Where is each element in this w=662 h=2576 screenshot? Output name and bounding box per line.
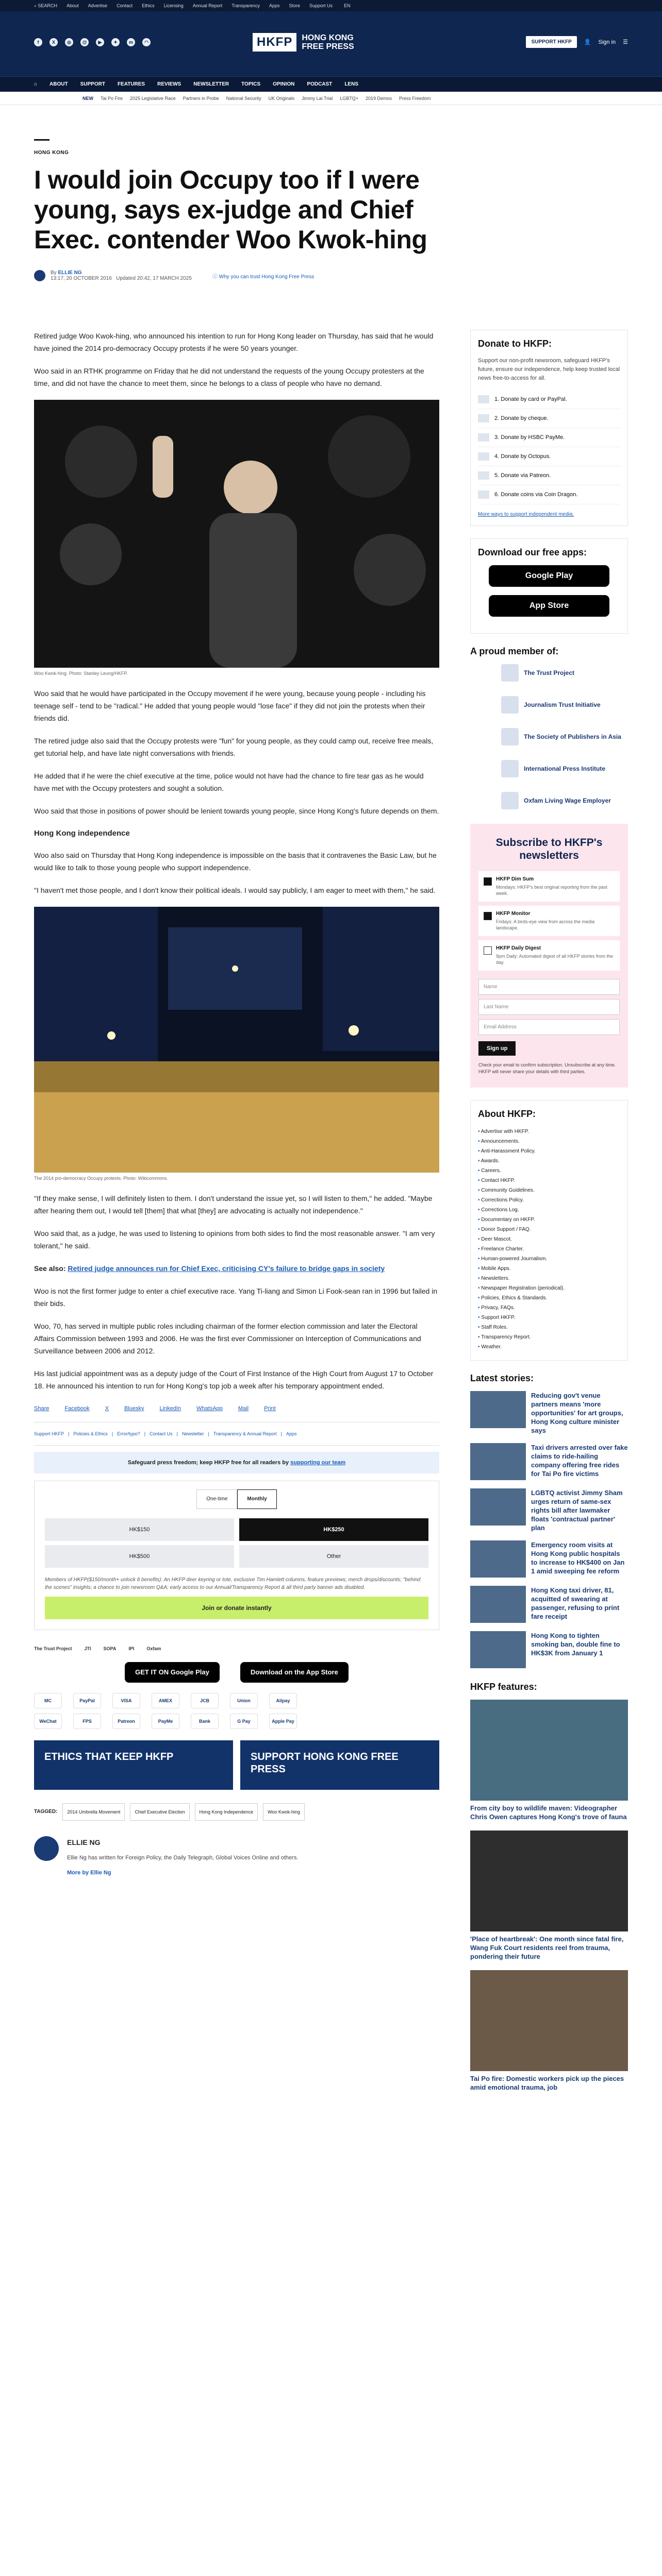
- nav-about[interactable]: ABOUT: [49, 81, 68, 87]
- fps-icon: FPS: [73, 1714, 101, 1729]
- apps-title: Download our free apps:: [478, 547, 587, 557]
- about-link[interactable]: • Announcements.: [478, 1137, 620, 1146]
- donate-option[interactable]: 1. Donate by card or PayPal.: [478, 390, 620, 409]
- logo-mark: HKFP: [253, 33, 296, 52]
- support-banner[interactable]: SUPPORT HONG KONG FREE PRESS: [240, 1740, 439, 1790]
- tags: [34, 1803, 439, 1821]
- policy-link[interactable]: Policies & Ethics: [73, 1431, 108, 1436]
- share-label: Share: [34, 1405, 49, 1412]
- story-title[interactable]: Reducing gov't venue partners means 'more opportunities' for art groups, Hong Kong culture minister says: [531, 1392, 623, 1434]
- tags-label: TAGGED:: [34, 1809, 58, 1815]
- jcb-icon: JCB: [191, 1693, 219, 1708]
- publish-date: 13:17, 20 OCTOBER 2016: [51, 276, 112, 281]
- share-linkedin[interactable]: LinkedIn: [159, 1405, 181, 1412]
- utility-bar: [0, 0, 662, 11]
- masthead-actions: [526, 36, 628, 48]
- amount-options: [45, 1518, 428, 1568]
- about-link[interactable]: • Donor Support / FAQ.: [478, 1225, 620, 1234]
- trust-project-icon: [501, 664, 519, 682]
- search-label: SEARCH: [38, 3, 58, 8]
- about-link[interactable]: • Policies, Ethics & Standards.: [478, 1293, 620, 1303]
- photo-caption: The 2014 pro-democracy Occupy protests. Photo: Wikicommons.: [34, 1176, 169, 1181]
- promo-banners: [34, 1740, 439, 1790]
- photo-occupy-protests[interactable]: [34, 907, 439, 1173]
- donate-option[interactable]: 2. Donate by cheque.: [478, 409, 620, 428]
- about-link[interactable]: • Corrections Log.: [478, 1205, 620, 1215]
- trending-item[interactable]: National Security: [226, 95, 261, 101]
- logo-oxfam[interactable]: Oxfam: [146, 1646, 161, 1651]
- updated-date: Updated 20:42, 17 MARCH 2025: [116, 276, 192, 281]
- amex-icon: AMEX: [152, 1693, 179, 1708]
- story-title[interactable]: Hong Kong taxi driver, 81, acquitted of swearing at passenger, refusing to print fare receipt: [531, 1586, 620, 1620]
- join-donate-button[interactable]: Join or donate instantly: [45, 1597, 428, 1619]
- trending-item[interactable]: 2025 Legislative Race: [130, 95, 176, 101]
- trending-item[interactable]: Press Freedom: [399, 95, 431, 101]
- freq-monthly[interactable]: Monthly: [237, 1489, 276, 1509]
- policy-links: Support HKFP | Policies & Ethics | Error/typo? | Contact Us | Newsletter | Transparency & Annual Report | Apps: [34, 1422, 439, 1446]
- about-link[interactable]: • Privacy, FAQs.: [478, 1303, 620, 1313]
- app-store-button[interactable]: Download on the App Store: [240, 1662, 349, 1683]
- about-box: [470, 1100, 628, 1361]
- amount-option-selected[interactable]: HK$250: [239, 1518, 428, 1541]
- story-thumbnail[interactable]: [470, 1443, 526, 1480]
- donate-title: Donate to HKFP:: [478, 338, 552, 349]
- patreon-icon: [478, 471, 489, 480]
- paragraph: Woo said that he would have participated in the Occupy movement if he were young, because young people - including his teenage self - tend to be "radical." He added that young people would "lose face" if they did not join the protests when their friends did.: [34, 689, 426, 722]
- story-item[interactable]: [470, 1631, 628, 1668]
- signup-button[interactable]: Sign up: [478, 1041, 516, 1056]
- x-icon[interactable]: X: [49, 38, 58, 46]
- nav-topics[interactable]: TOPICS: [241, 81, 261, 87]
- about-link[interactable]: • Deer Mascot.: [478, 1234, 620, 1244]
- logo-jti[interactable]: JTI: [84, 1646, 91, 1651]
- member-ipi[interactable]: International Press Institute: [501, 760, 628, 777]
- paragraph: His last judicial appointment was as a deputy judge of the Court of First Instance of the High Court from August 17 to October 18. He announced his intention to run for Hong Kong's top job a week after his temporary appointment ended.: [34, 1369, 434, 1390]
- about-link[interactable]: • Community Guidelines.: [478, 1185, 620, 1195]
- menu-icon[interactable]: ☰: [623, 39, 628, 45]
- util-contact[interactable]: Contact: [117, 3, 133, 8]
- feature-title[interactable]: Tai Po fire: Domestic workers pick up the pieces amid emotional trauma, job: [470, 2075, 624, 2091]
- main-nav: [0, 76, 662, 92]
- about-link[interactable]: • Staff Roles.: [478, 1323, 620, 1332]
- instagram-icon[interactable]: ◎: [65, 38, 73, 46]
- story-item[interactable]: [470, 1443, 628, 1480]
- paragraph: The retired judge also said that the Occupy protests were "fun" for young people, as they could camp out, receive free meals, get tutorial help, and have late night conversations with friends.: [34, 737, 434, 757]
- story-thumbnail[interactable]: [470, 1586, 526, 1623]
- nav-features[interactable]: FEATURES: [117, 81, 145, 87]
- trending-item[interactable]: UK Originals: [268, 95, 295, 101]
- divider: [34, 139, 49, 141]
- donate-box: [470, 330, 628, 526]
- site-logo[interactable]: [253, 33, 354, 52]
- share-bluesky[interactable]: Bluesky: [124, 1405, 144, 1412]
- trending-item[interactable]: 2019 Demos: [365, 95, 392, 101]
- oxfam-icon: [501, 792, 519, 809]
- about-link[interactable]: • Weather.: [478, 1342, 620, 1352]
- donate-option[interactable]: 4. Donate by Octopus.: [478, 447, 620, 466]
- tag[interactable]: Hong Kong Independence: [195, 1803, 258, 1821]
- language-select[interactable]: EN: [344, 3, 351, 8]
- about-link[interactable]: • Advertise with HKFP.: [478, 1127, 620, 1137]
- apple-pay-icon: Apple Pay: [269, 1714, 297, 1729]
- newsletter-checkbox[interactable]: HKFP Dim Sum Mondays: HKFP's best original reporting from the past week.: [478, 871, 620, 902]
- mastercard-icon: MC: [34, 1693, 62, 1708]
- trending-item[interactable]: LGBTQ+: [340, 95, 358, 101]
- util-store[interactable]: Store: [289, 3, 300, 8]
- feature-title[interactable]: From city boy to wildlife maven: Videographer Chris Owen captures Hong Kong's trove of fauna: [470, 1804, 627, 1821]
- payme-icon: [478, 433, 489, 442]
- sopa-icon: [501, 728, 519, 745]
- share-x[interactable]: X: [105, 1405, 109, 1412]
- story-title[interactable]: Taxi drivers arrested over fake claims to ride-hailing company offering free rides for Tai Po fire victims: [531, 1444, 628, 1478]
- cheque-icon: [478, 414, 489, 422]
- member-title: A proud member of:: [470, 646, 559, 656]
- nav-newsletter[interactable]: NEWSLETTER: [193, 81, 229, 87]
- see-also-link[interactable]: Retired judge announces run for Chief Exec, criticising CY's failure to bridge gaps in society: [68, 1264, 385, 1273]
- feature-image[interactable]: [470, 1700, 628, 1801]
- amount-option-other[interactable]: Other: [239, 1545, 428, 1568]
- user-icon[interactable]: 👤: [584, 39, 591, 45]
- logo-trust-project[interactable]: The Trust Project: [34, 1646, 72, 1651]
- about-title: About HKFP:: [478, 1109, 536, 1119]
- about-link[interactable]: • Corrections Policy.: [478, 1195, 620, 1205]
- author-link[interactable]: ELLIE NG: [58, 270, 82, 276]
- facebook-icon[interactable]: f: [34, 38, 42, 46]
- paragraph: He added that if he were the chief executive at the time, police would not have had the chance to fire tear gas as he would have met with the Occupy protesters and sought a solution.: [34, 772, 424, 792]
- about-link[interactable]: • Freelance Charter.: [478, 1244, 620, 1254]
- safeguard-banner: Safeguard press freedom; keep HKFP free for all readers by supporting our team: [34, 1452, 439, 1473]
- patreon-icon: Patreon: [112, 1714, 140, 1729]
- alipay-icon: Alipay: [269, 1693, 297, 1708]
- photo-caption: Woo Kwok-hing. Photo: Stanley Leung/HKFP.: [34, 671, 128, 676]
- app-store-buttons: [34, 1662, 439, 1683]
- paragraph: Woo said that those in positions of power should be lenient towards young people, since Hong Kong's future depends on them.: [34, 807, 439, 815]
- newsletter-checkbox[interactable]: HKFP Daily Digest 9pm Daily: Automated digest of all HKFP stories from the day.: [478, 940, 620, 971]
- story-thumbnail[interactable]: [470, 1540, 526, 1578]
- share-mail[interactable]: Mail: [238, 1405, 249, 1412]
- donate-option[interactable]: 6. Donate coins via Coin Dragon.: [478, 485, 620, 504]
- util-ethics[interactable]: Ethics: [142, 3, 155, 8]
- author-avatar[interactable]: [34, 1836, 59, 1861]
- about-link[interactable]: • Newsletters.: [478, 1274, 620, 1283]
- google-play-button[interactable]: Google Play: [489, 565, 609, 587]
- section-label[interactable]: HONG KONG: [34, 150, 69, 156]
- about-link[interactable]: • Mobile Apps.: [478, 1264, 620, 1274]
- about-link[interactable]: • Awards.: [478, 1156, 620, 1166]
- nav-opinion[interactable]: OPINION: [273, 81, 295, 87]
- about-link[interactable]: • Careers.: [478, 1166, 620, 1176]
- util-transparency[interactable]: Transparency: [231, 3, 260, 8]
- bluesky-icon[interactable]: ✦: [111, 38, 120, 46]
- threads-icon[interactable]: @: [80, 38, 89, 46]
- paragraph: "I haven't met those people, and I don't know their political ideals. I would say publicly, I am eager to meet with them," he said.: [34, 886, 436, 894]
- newsletter-checkbox[interactable]: HKFP Monitor Fridays: A birds-eye view from across the media landscape.: [478, 906, 620, 936]
- donation-widget: [34, 1481, 439, 1630]
- nav-home-icon[interactable]: ⌂: [34, 81, 38, 87]
- about-list: [478, 1127, 620, 1352]
- story-item[interactable]: [470, 1586, 628, 1623]
- latest-stories: [470, 1373, 628, 1668]
- share-bar: [34, 1402, 439, 1415]
- donate-option[interactable]: 3. Donate by HSBC PayMe.: [478, 428, 620, 447]
- nav-reviews[interactable]: REVIEWS: [157, 81, 181, 87]
- payment-methods: [34, 1693, 439, 1729]
- story-thumbnail[interactable]: [470, 1391, 526, 1428]
- photo-illustration: [34, 907, 439, 1173]
- story-title[interactable]: Emergency room visits at Hong Kong public hospitals to increase to HK$400 on Jan 1 amid sweeping fee reform: [531, 1541, 625, 1575]
- util-licensing[interactable]: Licensing: [163, 3, 184, 8]
- see-also: See also: Retired judge announces run for Chief Exec, criticising CY's failure to bridge gaps in society: [34, 1264, 385, 1273]
- member-sopa[interactable]: The Society of Publishers in Asia: [501, 728, 628, 745]
- story-title[interactable]: Hong Kong to tighten smoking ban, double fine to HK$3K from January 1: [531, 1632, 620, 1657]
- payme-icon: PayMe: [152, 1714, 179, 1729]
- nav-support[interactable]: SUPPORT: [80, 81, 105, 87]
- paypal-icon: PayPal: [73, 1693, 101, 1708]
- paragraph: Woo, 70, has served in multiple public roles including chairman of the former election commission and later the Electoral Affairs Commission between 1993 and 2006. He was the first ever Commissioner on Interception of Communications and Surveillance between 2006 and 2012.: [34, 1322, 421, 1355]
- paragraph: "If they make sense, I will definitely listen to them. I don't understand the issue yet, so I will listen to them," he added. "Maybe after hearing them out, I would tell [them] that what [they] are advocating is actually not independence.": [34, 1194, 433, 1215]
- email-field[interactable]: Email Address: [478, 1019, 620, 1035]
- search-link[interactable]: ⌕ SEARCH: [34, 3, 58, 8]
- logo-ipi[interactable]: IPI: [128, 1646, 135, 1651]
- support-team-link[interactable]: supporting our team: [290, 1460, 346, 1466]
- article-title: I would join Occupy too if I were young, says ex-judge and Chief Exec. contender Woo Kwok-hing: [34, 165, 427, 254]
- last-name-field[interactable]: Last Name: [478, 999, 620, 1015]
- signin-link[interactable]: Sign in: [598, 39, 616, 45]
- util-support[interactable]: Support Us: [309, 3, 333, 8]
- about-link[interactable]: • Anti-Harassment Policy.: [478, 1146, 620, 1156]
- story-item[interactable]: [470, 1391, 628, 1435]
- coin-icon: [478, 490, 489, 499]
- name-field[interactable]: Name: [478, 979, 620, 995]
- about-link[interactable]: • Newspaper Registration (periodical).: [478, 1283, 620, 1293]
- share-print[interactable]: Print: [264, 1405, 276, 1412]
- article-body: [34, 330, 439, 1879]
- freq-one-time[interactable]: One-time: [196, 1489, 237, 1509]
- story-item[interactable]: [470, 1488, 628, 1532]
- about-link[interactable]: • Support HKFP.: [478, 1313, 620, 1323]
- apps-box: [470, 538, 628, 634]
- trending-item[interactable]: Jimmy Lai Trial: [302, 95, 333, 101]
- nav-lens[interactable]: LENS: [344, 81, 358, 87]
- nav-podcast[interactable]: PODCAST: [307, 81, 333, 87]
- card-icon: [478, 395, 489, 403]
- byline: [34, 270, 457, 281]
- features-title: HKFP features:: [470, 1682, 537, 1692]
- logo-text: HONG KONG FREE PRESS: [302, 33, 354, 51]
- unionpay-icon: Union: [230, 1693, 258, 1708]
- tag[interactable]: Woo Kwok-hing: [263, 1803, 305, 1821]
- rss-icon[interactable]: ◠: [142, 38, 151, 46]
- newsletter-signup: [470, 824, 628, 1088]
- policy-link[interactable]: Error/typo?: [117, 1431, 140, 1436]
- amount-option[interactable]: HK$500: [45, 1545, 234, 1568]
- feature-image[interactable]: [470, 1970, 628, 2071]
- policy-link[interactable]: Support HKFP: [34, 1431, 64, 1436]
- share-facebook[interactable]: Facebook: [64, 1405, 90, 1412]
- trending-label: NEW: [82, 95, 93, 101]
- more-ways-link[interactable]: More ways to support independent media.: [478, 512, 574, 517]
- feature-image[interactable]: [470, 1831, 628, 1931]
- paragraph: Woo said in an RTHK programme on Friday that he did not understand the requests of the young Occupy protesters at the time, and did not have the chance to meet them, since he belongs to a class of people who have no demand.: [34, 367, 424, 387]
- tag[interactable]: Chief Executive Election: [130, 1803, 189, 1821]
- ipi-icon: [501, 760, 519, 777]
- google-play-button[interactable]: GET IT ON Google Play: [125, 1662, 220, 1683]
- hkfp-features: [470, 1682, 628, 2092]
- trust-link[interactable]: ⓘ Why you can trust Hong Kong Free Press: [212, 274, 315, 280]
- paragraph: Woo also said on Thursday that Hong Kong independence is impossible on the basis that it contravenes the Basic Law, but he would like to talk to those young people who support independence.: [34, 851, 437, 872]
- author-avatar[interactable]: [34, 270, 45, 281]
- logo-sopa[interactable]: SOPA: [103, 1646, 117, 1651]
- tag[interactable]: 2014 Umbrella Movement: [62, 1803, 125, 1821]
- about-link[interactable]: • Transparency Report.: [478, 1332, 620, 1342]
- newsletter-title: Subscribe to HKFP's newsletters: [495, 837, 603, 861]
- ethics-banner[interactable]: ETHICS THAT KEEP HKFP: [34, 1740, 233, 1790]
- article-header: [34, 139, 457, 281]
- donate-option[interactable]: 5. Donate via Patreon.: [478, 466, 620, 485]
- feature-title[interactable]: 'Place of heartbreak': One month since fatal fire, Wang Fuk Court residents reel from trauma, pondering their future: [470, 1935, 624, 1960]
- util-about[interactable]: About: [67, 3, 79, 8]
- sidebar: [470, 330, 628, 2101]
- visa-icon: VISA: [112, 1693, 140, 1708]
- newsletter-fineprint: Check your email to confirm subscription. Unsubscribe at any time. HKFP will never share your details with third parties.: [478, 1062, 616, 1074]
- policy-link[interactable]: Newsletter: [182, 1431, 204, 1436]
- latest-title: Latest stories:: [470, 1373, 534, 1383]
- app-store-button[interactable]: App Store: [489, 595, 609, 617]
- story-thumbnail[interactable]: [470, 1631, 526, 1668]
- photo-woo-kwok-hing[interactable]: [34, 400, 439, 668]
- jti-icon: [501, 696, 519, 714]
- about-link[interactable]: • Documentary on HKFP.: [478, 1215, 620, 1225]
- util-annual-report[interactable]: Annual Report: [192, 3, 223, 8]
- member-jti[interactable]: Journalism Trust Initiative: [501, 696, 628, 714]
- about-link[interactable]: • Contact HKFP.: [478, 1176, 620, 1185]
- membership-note: Members of HKFP($150/month+ unlock 8 benefits): An HKFP deer keyring or tote, exclusive Tim Hamlett columns, feature previews; merch drops/discounts; "behind the scenes" insights; a chance to join newsroom Q&A; early access to our Annual/Transparency Report & all third party banner ads disabled.: [45, 1577, 421, 1590]
- social-links: [34, 38, 151, 46]
- share-whatsapp[interactable]: WhatsApp: [196, 1405, 223, 1412]
- author-box: [34, 1836, 439, 1879]
- policy-link[interactable]: Contact Us: [150, 1431, 173, 1436]
- member-box: [470, 646, 628, 809]
- story-item[interactable]: [470, 1540, 628, 1578]
- subheading: Hong Kong independence: [34, 829, 130, 838]
- photo-illustration: [34, 400, 439, 668]
- util-advertise[interactable]: Advertise: [88, 3, 108, 8]
- story-title[interactable]: LGBTQ activist Jimmy Sham urges return of same-sex rights bill after lawmaker floats 'contractual partner' plan: [531, 1489, 623, 1532]
- policy-link[interactable]: Apps: [286, 1431, 297, 1436]
- util-apps[interactable]: Apps: [269, 3, 280, 8]
- about-link[interactable]: • Human-powered Journalism.: [478, 1254, 620, 1264]
- mastodon-icon[interactable]: m: [127, 38, 135, 46]
- author-more-link[interactable]: More by Ellie Ng: [67, 1870, 111, 1876]
- author-bio: Ellie Ng has written for Foreign Policy, the Daily Telegraph, Global Voices Online and others.: [67, 1855, 299, 1861]
- octopus-icon: [478, 452, 489, 461]
- member-trust-project[interactable]: The Trust Project: [501, 664, 628, 682]
- google-pay-icon: G Pay: [230, 1714, 258, 1729]
- story-thumbnail[interactable]: [470, 1488, 526, 1526]
- bank-icon: Bank: [191, 1714, 219, 1729]
- member-logos: [34, 1642, 439, 1655]
- paragraph: Woo said that, as a judge, he was used to listening to opinions from both sides to find the most reasonable answer. "I am very tolerant," he said.: [34, 1229, 435, 1250]
- paragraph: Retired judge Woo Kwok-hing, who announced his intention to run for Hong Kong leader on Thursday, has said that he would have joined the 2014 pro-democracy Occupy protests if he were 50 years younger.: [34, 332, 434, 352]
- policy-link[interactable]: Transparency & Annual Report: [213, 1431, 277, 1436]
- youtube-icon[interactable]: ▶: [96, 38, 104, 46]
- byline-text: By ELLIE NG 13:17, 20 OCTOBER 2016 Updated 20:42, 17 MARCH 2025: [51, 270, 192, 281]
- trending-item[interactable]: Tai Po Fire: [101, 95, 123, 101]
- amount-option[interactable]: HK$150: [45, 1518, 234, 1541]
- donate-intro: Support our non-profit newsroom, safeguard HKFP's future, ensure our independence, help keep trusted local news free-to-access for all.: [478, 358, 620, 381]
- trending-item[interactable]: Partners in Probe: [183, 95, 219, 101]
- trending-bar: [0, 92, 662, 105]
- author-name[interactable]: ELLIE NG: [67, 1838, 101, 1846]
- member-oxfam[interactable]: Oxfam Living Wage Employer: [501, 792, 628, 809]
- paragraph: Woo is not the first former judge to enter a chief executive race. Yang Ti-liang and Simon Li Fook-sean ran in 1996 but failed in their bids.: [34, 1287, 438, 1308]
- masthead: [0, 11, 662, 76]
- frequency-toggle: [45, 1489, 428, 1509]
- support-button[interactable]: SUPPORT HKFP: [526, 36, 576, 48]
- wechat-pay-icon: WeChat: [34, 1714, 62, 1729]
